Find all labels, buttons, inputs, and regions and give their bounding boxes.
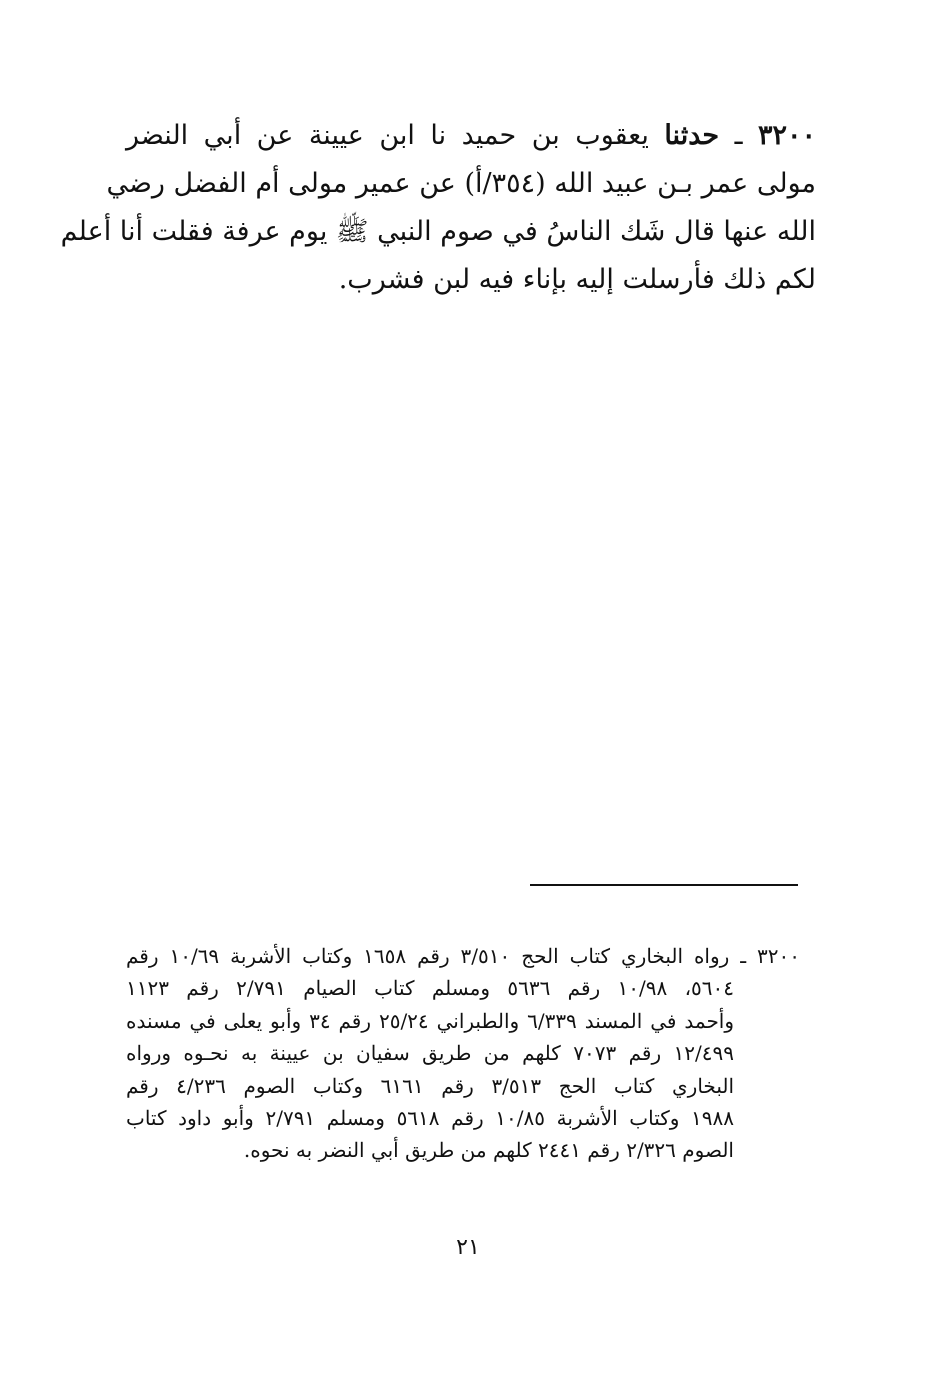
hadith-line-4: لكم ذلك فأرسلت إليه بإناء فيه لبن فشرب. bbox=[338, 264, 816, 295]
hadith-line-1-rest: يعقوب بن حميد نا ابن عيينة عن أبي النضر bbox=[126, 120, 665, 151]
hadith-number: ٣٢٠٠ bbox=[757, 120, 816, 151]
page-number: ٢١ bbox=[456, 1235, 480, 1260]
hadith-line-1 bbox=[126, 112, 816, 160]
footnote bbox=[126, 940, 800, 1167]
hadith-opening-word: حدثنا bbox=[664, 120, 720, 151]
footnote-line-7: الصوم ٢/٣٢٦ رقم ٢٤٤١ كلهم من طريق أبي النضر به نحوه. bbox=[243, 1138, 734, 1163]
footnote-line-3: وأحمد في المسند ٦/٣٣٩ والطبراني ٢٥/٢٤ رقم ٣٤ وأبو يعلى في مسنده bbox=[126, 1008, 735, 1033]
footnote-divider bbox=[530, 884, 798, 886]
footnote-line-4: ١٢/٤٩٩ رقم ٧٠٧٣ كلهم من طريق سفيان بن عيينة به نحـوه ورواه bbox=[126, 1041, 734, 1066]
hadith-line-3: الله عنها قال شَك الناسُ في صوم النبي ﷺ يوم عرفة فقلت أنا أعلم bbox=[60, 216, 816, 247]
hadith-text bbox=[60, 112, 816, 304]
hadith-line-2: مولى عمر بـن عبيد الله (٣٥٤/أ) عن عمير مولى أم الفضل رضي bbox=[106, 168, 816, 199]
footnote-line-2: ٥٦٠٤، ١٠/٩٨ رقم ٥٦٣٦ ومسلم كتاب الصيام ٢/٧٩١ رقم ١١٢٣ bbox=[126, 976, 735, 1001]
footnote-line-6: ١٩٨٨ وكتاب الأشربة ١٠/٨٥ رقم ٥٦١٨ ومسلم ٢/٧٩١ وأبو داود كتاب bbox=[126, 1106, 735, 1131]
footnote-line-1: ٣٢٠٠ ـ رواه البخاري كتاب الحج ٣/٥١٠ رقم ١٦٥٨ وكتاب الأشربة ١٠/٦٩ رقم bbox=[126, 944, 800, 968]
hadith-separator: ـ bbox=[719, 120, 758, 151]
footnote-line-5: البخاري كتاب الحج ٣/٥١٣ رقم ٦١٦١ وكتاب الصوم ٤/٢٣٦ رقم bbox=[126, 1073, 735, 1098]
